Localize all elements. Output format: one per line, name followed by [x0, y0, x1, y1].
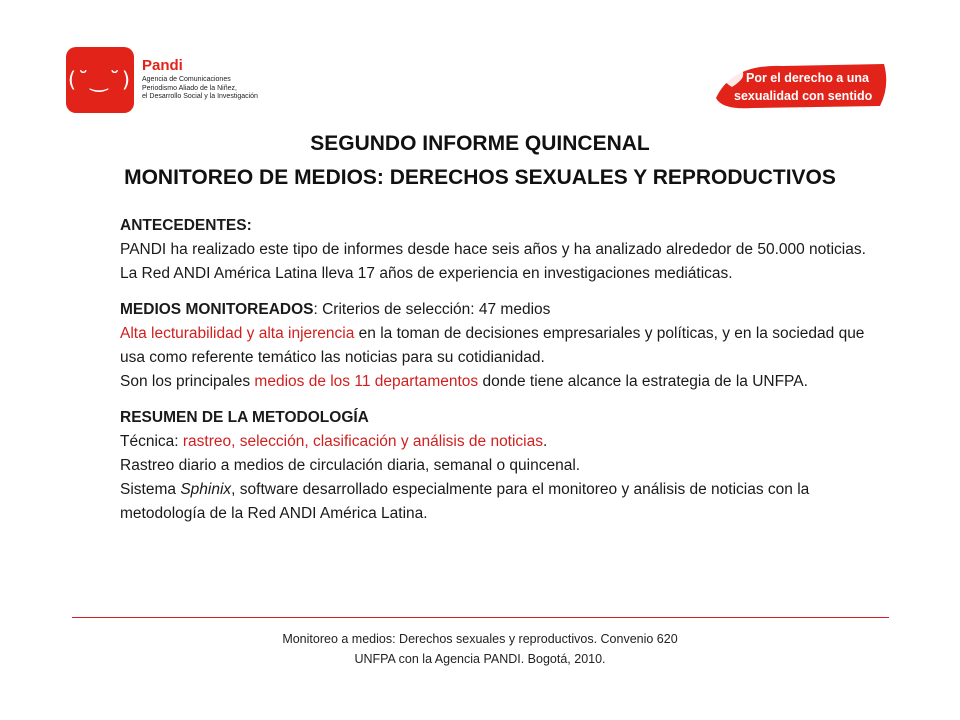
- sistema-name: Sphinix: [180, 481, 232, 498]
- metodologia-heading: RESUMEN DE LA METODOLOGÍA: [120, 409, 369, 426]
- campaign-logo-line2: sexualidad con sentido: [734, 89, 873, 103]
- campaign-logo: [712, 58, 892, 112]
- medios-criteria: : Criterios de selección: 47 medios: [313, 301, 551, 318]
- rastreo-line: Rastreo diario a medios de circulación diaria, semanal o quincenal.: [120, 457, 581, 474]
- footer: [0, 629, 960, 669]
- medios-paragraph-1: [120, 322, 880, 370]
- antecedentes-heading: ANTECEDENTES:: [120, 217, 252, 234]
- pandi-name: Pandi: [142, 57, 183, 75]
- footer-line-1: Monitoreo a medios: Derechos sexuales y reproductivos. Convenio 620: [282, 632, 678, 646]
- page-title: [0, 127, 960, 195]
- pandi-logo-mark: [66, 47, 134, 113]
- sistema-rest: , software desarrollado especialmente para el monitoreo y análisis de noticias con la metodología de la Red ANDI América Latina.: [120, 481, 810, 522]
- tecnica-label: Técnica:: [120, 433, 183, 450]
- tecnica-highlight: rastreo, selección, clasificación y análisis de noticias: [182, 433, 544, 450]
- campaign-logo-line1: Por el derecho a una: [746, 71, 869, 85]
- footer-line-2: UNFPA con la Agencia PANDI. Bogotá, 2010.: [354, 652, 606, 666]
- pandi-subtitle: [142, 76, 292, 102]
- pandi-subtitle-line: Periodismo Aliado de la Niñez,: [142, 84, 237, 92]
- pandi-subtitle-line: el Desarrollo Social y la Investigación: [142, 93, 258, 101]
- medios-heading: MEDIOS MONITOREADOS: [120, 301, 314, 318]
- pandi-face-icon: (˘‿˘): [67, 68, 133, 92]
- medios-heading-line: [120, 298, 880, 322]
- title-line-2: MONITOREO DE MEDIOS: DERECHOS SEXUALES Y REPRODUCTIVOS: [124, 166, 836, 189]
- footer-divider: [72, 617, 889, 618]
- pandi-logo-text: [142, 58, 292, 102]
- tecnica-line: [120, 430, 880, 454]
- sistema-start: Sistema: [120, 481, 181, 498]
- medios-highlight-1: Alta lecturabilidad y alta injerencia: [120, 325, 355, 342]
- medios-text-1: en la toman de decisiones empresariales y políticas, y en la sociedad que usa como referente temático las noticias para su cotidianidad.: [120, 325, 865, 366]
- medios-text-2b: donde tiene alcance la estrategia de la UNFPA.: [478, 373, 808, 390]
- medios-paragraph-2: [120, 370, 880, 394]
- sistema-line: [120, 478, 880, 526]
- medios-text-2a: Son los principales: [120, 373, 255, 390]
- report-body: [120, 214, 880, 526]
- antecedentes-text: PANDI ha realizado este tipo de informes desde hace seis años y ha analizado alrededor de 50.000 noticias. La Red ANDI América Latina lleva 17 años de experiencia en investigaciones mediáticas.: [120, 241, 866, 282]
- title-line-1: SEGUNDO INFORME QUINCENAL: [310, 132, 650, 155]
- pandi-subtitle-line: Agencia de Comunicaciones: [142, 76, 231, 84]
- pandi-logo: [66, 47, 292, 113]
- medios-highlight-2: medios de los 11 departamentos: [254, 373, 479, 390]
- tecnica-end: .: [543, 433, 548, 450]
